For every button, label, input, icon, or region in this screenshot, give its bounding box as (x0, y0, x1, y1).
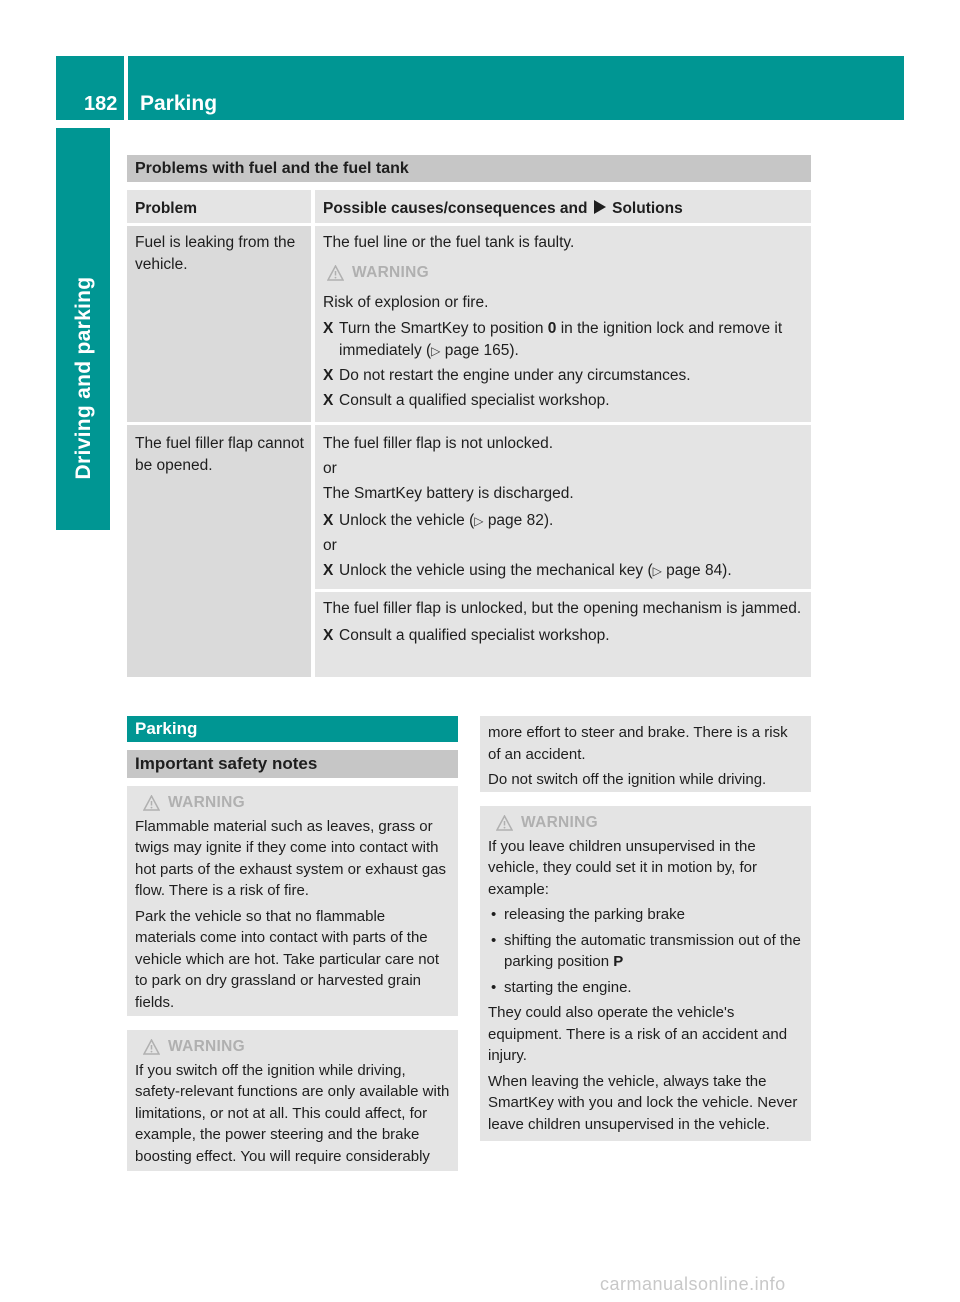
page-ref-icon: ▷ (431, 344, 441, 358)
step-item (323, 365, 803, 387)
play-arrow-icon (594, 200, 606, 214)
bullet-item (488, 904, 803, 926)
warning-text: Park the vehicle so that no flammable materials come into contact with parts of the vehicle which are hot. Take particular care not to park on dry grassland or harvested grain fields. (135, 907, 440, 1011)
bullet-item (488, 930, 803, 973)
cause-text: The fuel filler flap is unlocked, but the opening mechanism is jammed. (323, 600, 802, 617)
step-item (323, 510, 803, 532)
warning-text: When leaving the vehicle, always take the SmartKey with you and lock the vehicle. Never leave children unsupervised in the vehicle. (488, 1072, 798, 1133)
watermark: carmanualsonline.info (600, 1274, 786, 1294)
table-header-problem (127, 190, 311, 223)
cause-text: The SmartKey battery is discharged. (323, 485, 574, 502)
header-separator (124, 56, 128, 120)
table-row-1-problem (127, 226, 311, 422)
table-header-solutions (315, 190, 811, 223)
step-text: Consult a qualified specialist workshop. (339, 392, 610, 409)
table-row-2-problem (127, 425, 311, 677)
step-text: Do not restart the engine under any circumstances. (339, 367, 691, 384)
bullet-bold: P (613, 953, 624, 970)
page-ref-link[interactable]: page 165). (444, 342, 519, 359)
table-row-1-solution (315, 226, 811, 422)
step-item (323, 625, 803, 647)
step-text: Unlock the vehicle ( (339, 512, 475, 529)
page-number: 182 (84, 93, 118, 115)
table-row-2-solution-b (315, 592, 811, 677)
subsection-heading-safety: Important safety notes (127, 750, 458, 778)
bullet-text: shifting the automatic transmission out of the parking position (504, 931, 801, 970)
or-text: or (323, 460, 337, 477)
warning-triangle-icon (143, 795, 160, 811)
warning-triangle-icon (327, 265, 344, 281)
step-item (323, 560, 803, 582)
page-ref-link[interactable]: page 82). (487, 512, 554, 529)
problem-text: The fuel filler flap cannot be opened. (135, 435, 304, 474)
section-heading-parking: Parking (127, 716, 458, 742)
warning-text: If you leave children unsupervised in the vehicle, they could set it in motion by, for example: (488, 837, 758, 898)
page-ref-link[interactable]: page 84). (666, 562, 732, 579)
warning-text: Do not switch off the ignition while driving. (488, 771, 767, 788)
warning-label (143, 1036, 450, 1058)
or-text: or (323, 537, 337, 554)
warning-text: more effort to steer and brake. There is a risk of an accident. (488, 724, 788, 763)
step-text: Turn the SmartKey to position (339, 320, 544, 337)
step-item (323, 318, 803, 362)
page-title: Parking (140, 92, 218, 115)
header-solutions-label: Solutions (612, 200, 683, 217)
warning-text: Flammable material such as leaves, grass or twigs may ignite if they come into contact with hot parts of the exhaust system or exhaust gas flow. There is a risk of fire. (135, 817, 447, 899)
warning-label-text: WARNING (168, 794, 246, 811)
step-bold: 0 (547, 320, 557, 337)
warning-triangle-icon (143, 1039, 160, 1055)
header-problem-label: Problem (135, 200, 198, 217)
bullet-text: starting the engine. (504, 978, 632, 996)
cause-text: The fuel filler flap is not unlocked. (323, 435, 554, 452)
warning-box-ignition (127, 1030, 458, 1171)
warning-box-children (480, 806, 811, 1141)
step-text: Consult a qualified specialist workshop. (339, 627, 610, 644)
step-text: Unlock the vehicle using the mechanical key ( (339, 562, 653, 579)
warning-text: Risk of explosion or fire. (323, 294, 489, 311)
page-ref-icon: ▷ (652, 564, 662, 578)
table-title: Problems with fuel and the fuel tank (127, 155, 811, 182)
warning-label (496, 812, 803, 834)
warning-label-text: WARNING (168, 1038, 246, 1055)
warning-label (327, 262, 803, 284)
cause-text: The fuel line or the fuel tank is faulty. (323, 234, 575, 251)
step-text: in the ignition lock and remove it immediately ( (339, 320, 783, 359)
bullet-text: releasing the parking brake (504, 906, 685, 923)
warning-triangle-icon (496, 815, 513, 831)
warning-label-text: WARNING (521, 814, 599, 831)
problem-text: Fuel is leaking from the vehicle. (135, 234, 296, 273)
warning-text: If you switch off the ignition while driving, safety-relevant functions are only available with limitations, or not at all. This could affect, for example, the power steering and the brake boosting effect. You will require considerably (135, 1061, 450, 1165)
warning-label-text: WARNING (352, 264, 430, 281)
section-side-label: Driving and parking (72, 276, 95, 480)
page-ref-icon: ▷ (474, 514, 484, 528)
warning-label (143, 792, 450, 814)
step-item (323, 390, 803, 412)
warning-box-fire (127, 786, 458, 1016)
header-causes-label: Possible causes/consequences and (323, 200, 588, 217)
warning-text: They could also operate the vehicle's equipment. There is a risk of an accident and injury. (488, 1004, 788, 1064)
warning-box-ignition-continued (480, 716, 811, 792)
bullet-item (488, 977, 803, 999)
table-row-2-solution-a (315, 425, 811, 589)
